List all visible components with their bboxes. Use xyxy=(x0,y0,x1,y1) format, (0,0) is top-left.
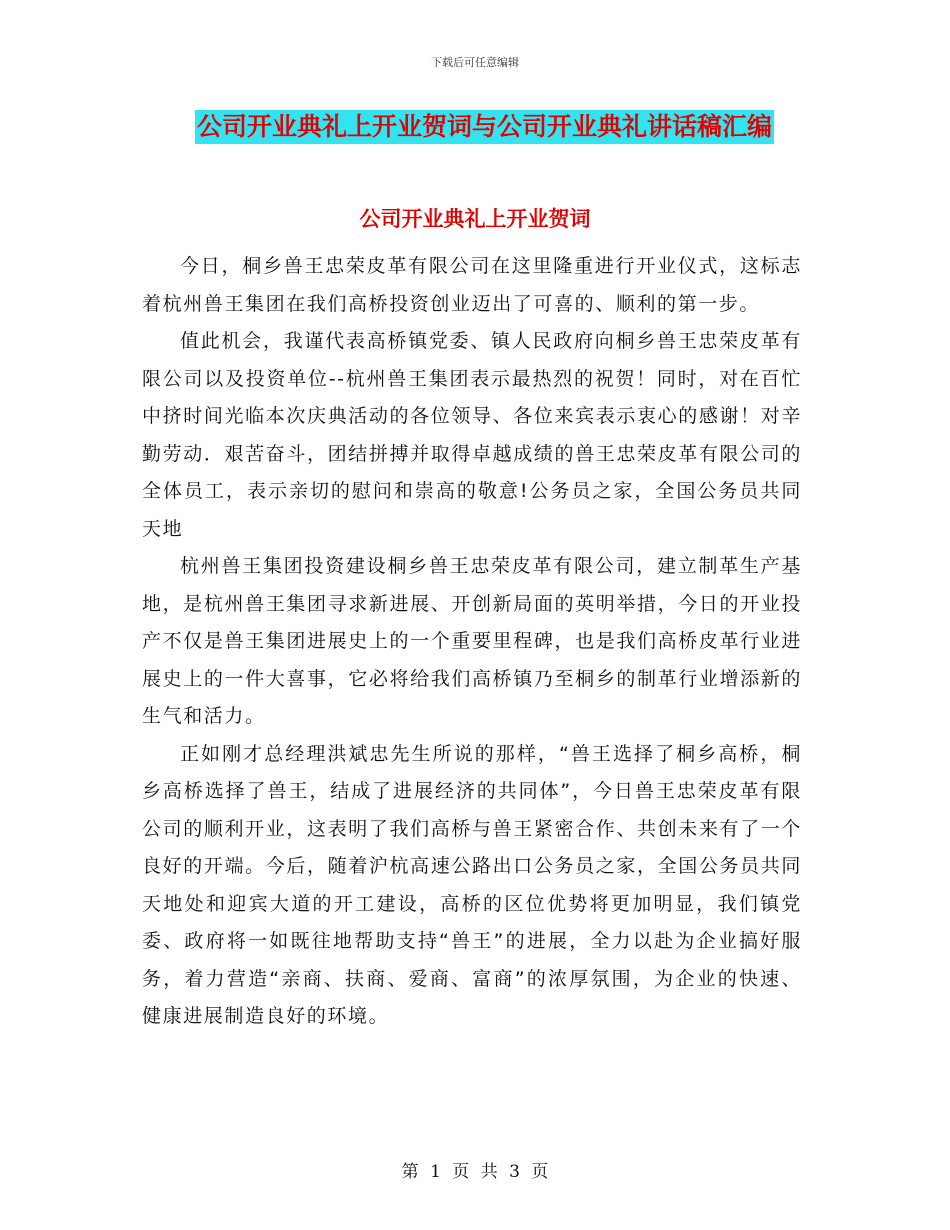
document-title: 公司开业典礼上开业贺词与公司开业典礼讲话稿汇编 xyxy=(195,110,774,144)
paragraph: 正如刚才总经理洪斌忠先生所说的那样，“兽王选择了桐乡高桥，桐乡高桥选择了兽王，结成了进展经济的共同体”，今日兽王忠荣皮革有限公司的顺利开业，这表明了我们高桥与兽王紧密合作、共创未来有了一个良好的开端。今后，随着沪杭高速公路出口公务员之家，全国公务员共同天地处和迎宾大道的开工建设，高桥的区位优势将更加明显，我们镇党委、政府将一如既往地帮助支持“兽王”的进展，全力以赴为企业搞好服务，着力营造“亲商、扶商、爱商、富商”的浓厚氛围，为企业的快速、健康进展制造良好的环境。 xyxy=(142,742,802,1027)
header-note: 下载后可任意编辑 xyxy=(431,56,519,69)
paragraph: 杭州兽王集团投资建设桐乡兽王忠荣皮革有限公司，建立制革生产基地，是杭州兽王集团寻求新进展、开创新局面的英明举措，今日的开业投产不仅是兽王集团进展史上的一个重要里程碑，也是我们高桥皮革行业进展史上的一件大喜事，它必将给我们高桥镇乃至桐乡的制革行业增添新的生气和活力。 xyxy=(142,555,802,727)
section-title: 公司开业典礼上开业贺词 xyxy=(359,207,591,231)
page-number-footer: 第 1 页 共 3 页 xyxy=(401,1162,549,1182)
body-text xyxy=(142,248,802,1036)
paragraph: 今日，桐乡兽王忠荣皮革有限公司在这里隆重进行开业仪式，这标志着杭州兽王集团在我们高桥投资创业迈出了可喜的、顺利的第一步。 xyxy=(142,255,802,315)
paragraph: 值此机会，我谨代表高桥镇党委、镇人民政府向桐乡兽王忠荣皮革有限公司以及投资单位--杭州兽王集团表示最热烈的祝贺！同时，对在百忙中挤时间光临本次庆典活动的各位领导、各位来宾表示衷心的感谢！对辛勤劳动．艰苦奋斗，团结拼搏并取得卓越成绩的兽王忠荣皮革有限公司的全体员工，表示亲切的慰问和崇高的敬意!公务员之家，全国公务员共同天地 xyxy=(142,330,802,540)
